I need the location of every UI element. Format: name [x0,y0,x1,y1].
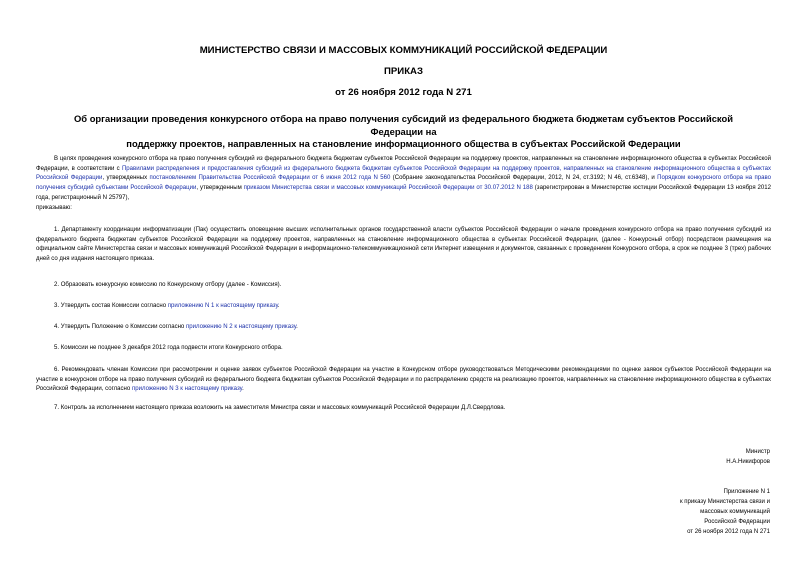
preamble-text-1: В целях проведения конкурсного отбора на право получения субсидий из федерального бюджета бюджетам субъектов Российской Федерации на поддержку проектов, направленных на становление информационного общества в субъектах Российской Федерации, в соответствии с [36,156,771,172]
rules-link[interactable]: Правилами распределения и предоставления субсидий из федерального бюджета бюджетам субъектов Российской Федерации на поддержку проектов, направленных на становление информационного общества в субъектах Российской Федерации [36,165,771,182]
government-decree-link[interactable]: постановлением Правительства Российской Федерации от 6 июня 2012 года N 560 [149,175,391,182]
item-6-paragraph [36,366,771,395]
signature-name: Н.А.Никифоров [726,459,770,465]
preamble-text-2: , утвержденных [102,175,150,182]
item-3-text: 3. Утвердить состав Комиссии согласно [54,303,168,309]
item-6-text: 6. Рекомендовать членам Комиссии при рассмотрении и оценке заявок субъектов Российской Федерации на участие в Конкурсном отборе руководствоваться Методическими рекомендациями по оценке заявок субъектов Российской Федерации на участие в конкурсном отборе на право получения субсидий из федерального бюджета бюджетам субъектов Российской Федерации и по распределению средств на реализацию проектов, направленных на становление информационного общества в субъектах Российской Федерации, согласно [36,367,771,393]
item-3-paragraph [54,302,280,312]
appendix-heading [560,487,770,537]
signature-block [560,447,770,467]
order-word: приказываю: [36,205,72,211]
item-4-end: . [296,324,298,330]
item-7-paragraph: 7. Контроль за исполнением настоящего приказа возложить на заместителя Министра связи и массовых коммуникаций Российской Федерации Д.Л.Свердлова. [54,405,506,411]
title-line-2: поддержку проектов, направленных на становление информационного общества в субъектах Российской Федерации [126,138,681,149]
procedure-link[interactable]: Порядком конкурсного отбора на право получения субсидий субъектами Российской Федерации [36,175,771,192]
ministry-heading: МИНИСТЕРСТВО СВЯЗИ И МАССОВЫХ КОММУНИКАЦИЙ РОССИЙСКОЙ ФЕДЕРАЦИИ [199,45,608,56]
appendix-line-1: Приложение N 1 [723,489,770,495]
preamble-text-3: (Собрание законодательства Российской Федерации, 2012, N 24, ст.3192; N 46, ст.6348), и [390,175,658,182]
document-title [50,113,757,151]
document-date-number: от 26 ноября 2012 года N 271 [335,87,472,98]
document-type: ПРИКАЗ [384,66,423,77]
appendix-1-link[interactable]: приложению N 1 к настоящему приказу [167,303,278,309]
item-4-paragraph [54,323,298,333]
item-1-paragraph: 1. Департаменту координации информатизации (Пак) осуществить оповещение высших исполнительных органов государственной власти субъектов Российской Федерации о начале проведения конкурсного отбора на право получения субсидий из федерального бюджета бюджетам субъектов Российской Федерации на поддержку проектов, направленных на становление информационного общества в субъектах Российской Федерации, (далее - Конкурсный отбор) посредством размещения на официальном сайте Министерства связи и массовых коммуникаций Российской Федерации в информационно-телекоммуникационной сети Интернет извещения и документов, связанных с проведением Конкурсного отбора, в срок не позднее 3 (трех) рабочих дней со дня издания настоящего приказа. [36,227,771,263]
preamble-paragraph [36,155,771,204]
item-2-paragraph: 2. Образовать конкурсную комиссию по Конкурсному отбору (далее - Комиссия). [54,282,282,288]
preamble-text-4: , утвержденным [196,185,244,192]
title-line-1: Об организации проведения конкурсного отбора на право получения субсидий из федерального бюджета бюджетам субъектов Российской Федерации на [74,113,733,137]
appendix-3-link[interactable]: приложению N 3 к настоящему приказу [131,386,243,393]
appendix-2-link[interactable]: приложению N 2 к настоящему приказу [185,324,297,330]
item-6-end: . [242,386,244,393]
preamble-text-5: (зарегистрирован в Министерстве юстиции Российской Федерации 13 ноября 2012 года, регистрационный N 25797), [36,185,771,201]
item-4-text: 4. Утвердить Положение о Комиссии согласно [54,324,186,330]
appendix-line-3: массовых коммуникаций [700,509,770,515]
appendix-line-4: Российской Федерации [704,519,770,525]
item-3-end: . [277,303,280,309]
signature-position: Министр [745,449,770,455]
item-5-paragraph: 5. Комиссии не позднее 3 декабря 2012 года подвести итоги Конкурсного отбора. [54,345,283,351]
ministry-order-link[interactable]: приказом Министерства связи и массовых коммуникаций Российской Федерации от 30.07.2012 N 188 [243,185,533,192]
appendix-line-5: от 26 ноября 2012 года N 271 [687,529,770,535]
appendix-line-2: к приказу Министерства связи и [679,499,770,505]
